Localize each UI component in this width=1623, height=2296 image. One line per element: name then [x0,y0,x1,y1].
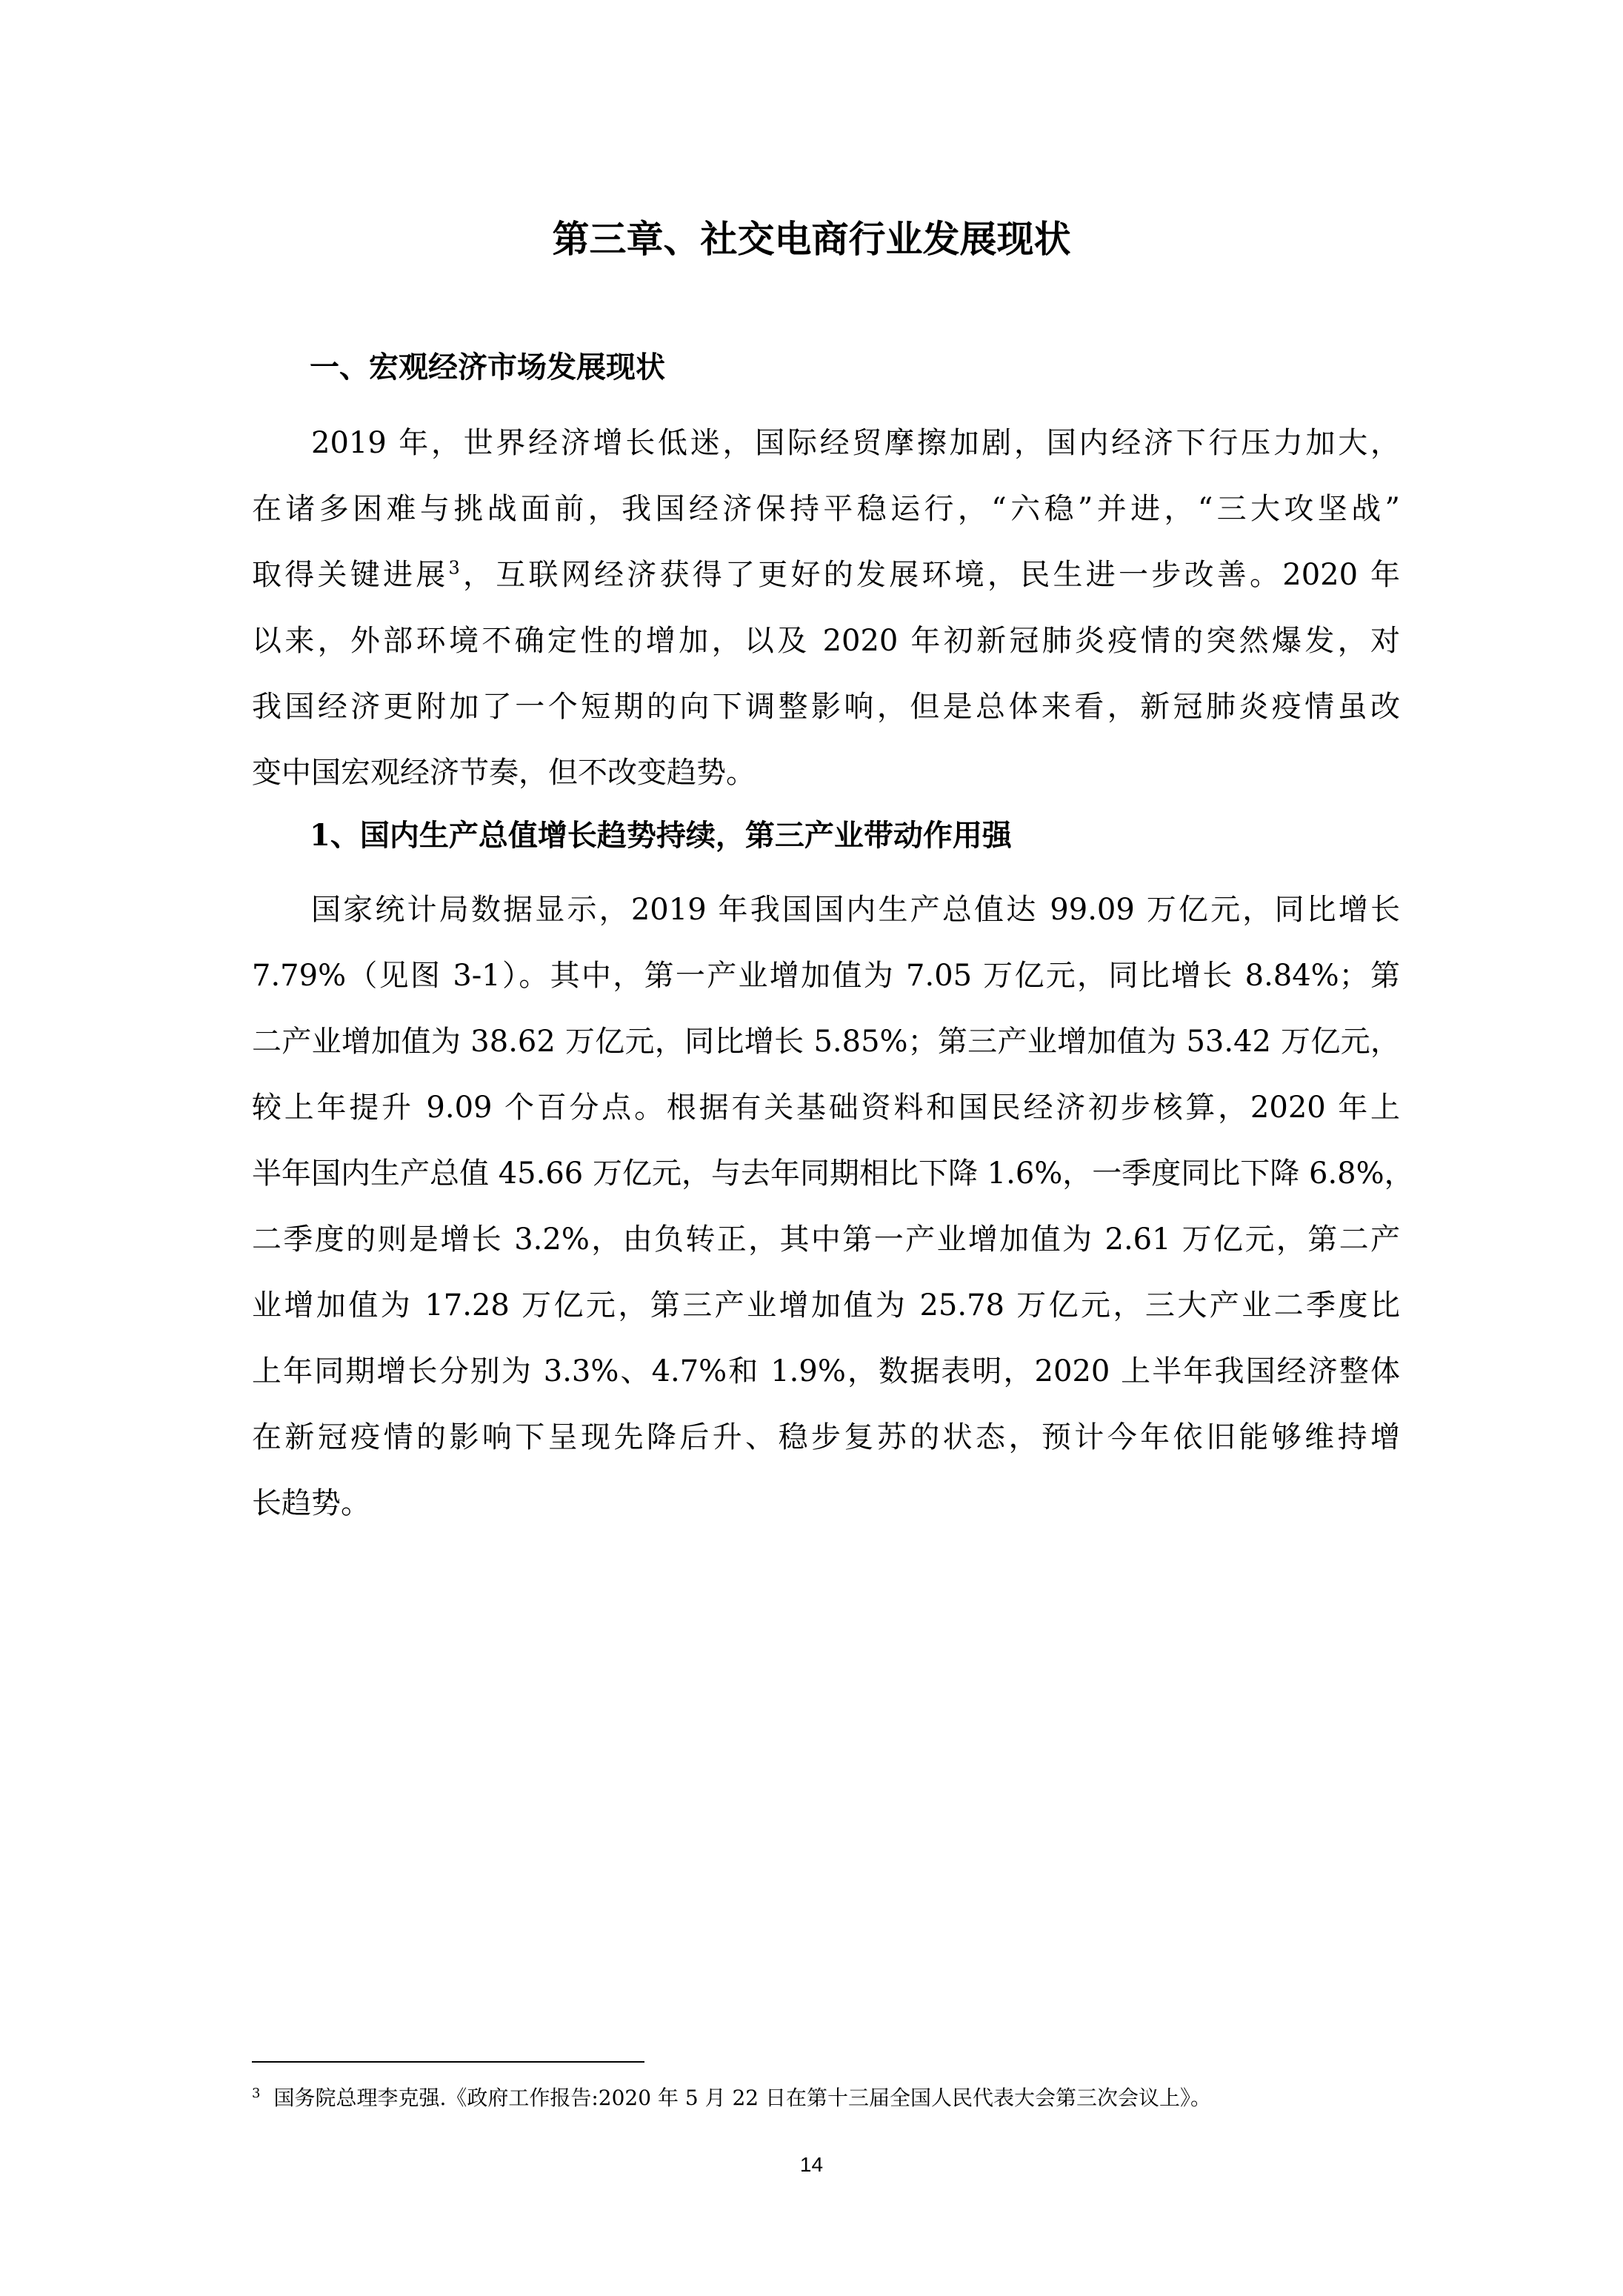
page-number: 14 [799,2153,824,2176]
paragraph-line: 2019 年，世界经济增长低迷，国际经贸摩擦加剧，国内经济下行压力加大， [311,426,1400,460]
paragraph-line: 在新冠疫情的影响下呈现先降后升、稳步复苏的状态，预计今年依旧能够维持增 [252,1420,1400,1454]
line-text: 取得关键进展 [252,558,449,592]
intro-paragraph [252,410,1400,806]
chapter-title: 第三章、社交电商行业发展现状 [552,217,1071,261]
paragraph-line [252,542,1400,608]
line-text: ，互联网经济获得了更好的发展环境，民生进一步改善。2020 年 [459,558,1401,592]
section-heading: 一、宏观经济市场发展现状 [310,350,665,385]
paragraph-line: 在诸多困难与挑战面前，我国经济保持平稳运行，“六稳”并进，“三大攻坚战” [252,492,1400,526]
paragraph-line: 我国经济更附加了一个短期的向下调整影响，但是总体来看，新冠肺炎疫情虽改 [252,690,1400,724]
paragraph-line: 半年国内生产总值 45.66 万亿元，与去年同期相比下降 1.6%，一季度同比下降 6.8%， [252,1157,1414,1191]
footnote-divider [252,2061,644,2063]
paragraph-line: 二产业增加值为 38.62 万亿元，同比增长 5.85%；第三产业增加值为 53.42 万亿元， [252,1025,1400,1059]
paragraph-line: 二季度的则是增长 3.2%，由负转正，其中第一产业增加值为 2.61 万亿元，第二产 [252,1222,1400,1257]
footnote-reference[interactable]: 3 [448,557,460,579]
footnote [252,2083,1211,2113]
paragraph-line: 长趋势。 [252,1486,370,1520]
subsection-heading: 1、国内生产总值增长趋势持续，第三产业带动作用强 [310,818,1012,853]
paragraph-line: 变中国宏观经济节奏，但不改变趋势。 [252,756,756,790]
paragraph-line: 业增加值为 17.28 万亿元，第三产业增加值为 25.78 万亿元，三大产业二季度比 [252,1288,1400,1322]
paragraph-line: 7.79%（见图 3-1）。其中，第一产业增加值为 7.05 万亿元，同比增长 8.84%；第 [252,959,1400,993]
footnote-mark: 3 [252,2085,261,2101]
gdp-paragraph [252,877,1414,1537]
paragraph-line: 以来，外部环境不确定性的增加，以及 2020 年初新冠肺炎疫情的突然爆发，对 [252,624,1400,658]
paragraph-line: 国家统计局数据显示，2019 年我国国内生产总值达 99.09 万亿元，同比增长 [311,893,1400,927]
paragraph-line: 较上年提升 9.09 个百分点。根据有关基础资料和国民经济初步核算，2020 年上 [252,1091,1400,1125]
paragraph-line: 上年同期增长分别为 3.3%、4.7%和 1.9%，数据表明，2020 上半年我国经济整体 [252,1354,1400,1388]
footnote-text: 国务院总理李克强.《政府工作报告:2020 年 5 月 22 日在第十三届全国人民代表大会第三次会议上》。 [273,2086,1211,2110]
